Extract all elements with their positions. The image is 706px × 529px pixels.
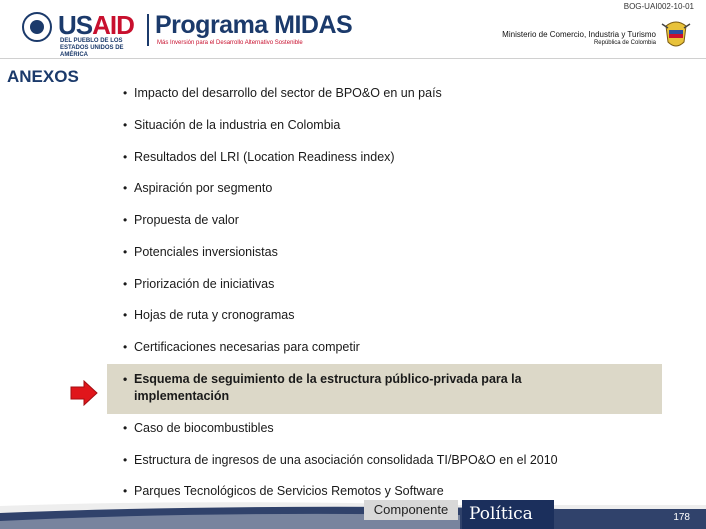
- list-item: • Priorización de iniciativas: [107, 276, 662, 293]
- footer-band: [0, 501, 706, 529]
- list-item: • Situación de la industria en Colombia: [107, 117, 662, 134]
- list-item: • Certificaciones necesarias para competir: [107, 339, 662, 356]
- arrow-right-icon: [70, 380, 98, 406]
- program-title: Programa MIDAS: [155, 11, 353, 39]
- list-item: • Resultados del LRI (Location Readiness index): [107, 149, 662, 166]
- usaid-logo: [58, 12, 134, 38]
- republic-name: República de Colombia: [593, 40, 656, 46]
- componente-label: Componente: [364, 500, 458, 520]
- list-item: • Propuesta de valor: [107, 212, 662, 229]
- program-tagline: Más Inversión para el Desarrollo Alternativo Sostenible: [157, 40, 303, 46]
- document-code: BOG-UAI002-10-01: [623, 2, 694, 11]
- list-item: • Hojas de ruta y cronogramas: [107, 307, 662, 324]
- list-item: • Impacto del desarrollo del sector de BPO&O en un país: [107, 85, 662, 102]
- list-item-highlighted: • Esquema de seguimiento de la estructura público-privada para la implementación: [107, 371, 587, 405]
- colombia-crest-icon: [660, 18, 692, 52]
- list-item: • Aspiración por segmento: [107, 180, 662, 197]
- list-item: • Estructura de ingresos de una asociación consolidada TI/BPO&O en el 2010: [107, 452, 662, 469]
- header-rule: [0, 58, 706, 59]
- politica-label: Política: [462, 500, 554, 529]
- usaid-tagline: DEL PUEBLO DE LOS ESTADOS UNIDOS DE AMÉRICA: [60, 38, 124, 58]
- ministry-name: Ministerio de Comercio, Industria y Turismo: [502, 30, 656, 39]
- list-item: • Caso de biocombustibles: [107, 420, 662, 437]
- logo-divider: [147, 14, 149, 46]
- usaid-logo-aid: AID: [92, 10, 134, 40]
- section-title: ANEXOS: [7, 67, 79, 86]
- list-item: • Parques Tecnológicos de Servicios Remotos y Software: [107, 483, 662, 500]
- page-number: 178: [673, 512, 690, 523]
- usaid-seal-icon: [22, 12, 52, 42]
- usaid-logo-us: US: [58, 10, 93, 40]
- list-item: • Potenciales inversionistas: [107, 244, 662, 261]
